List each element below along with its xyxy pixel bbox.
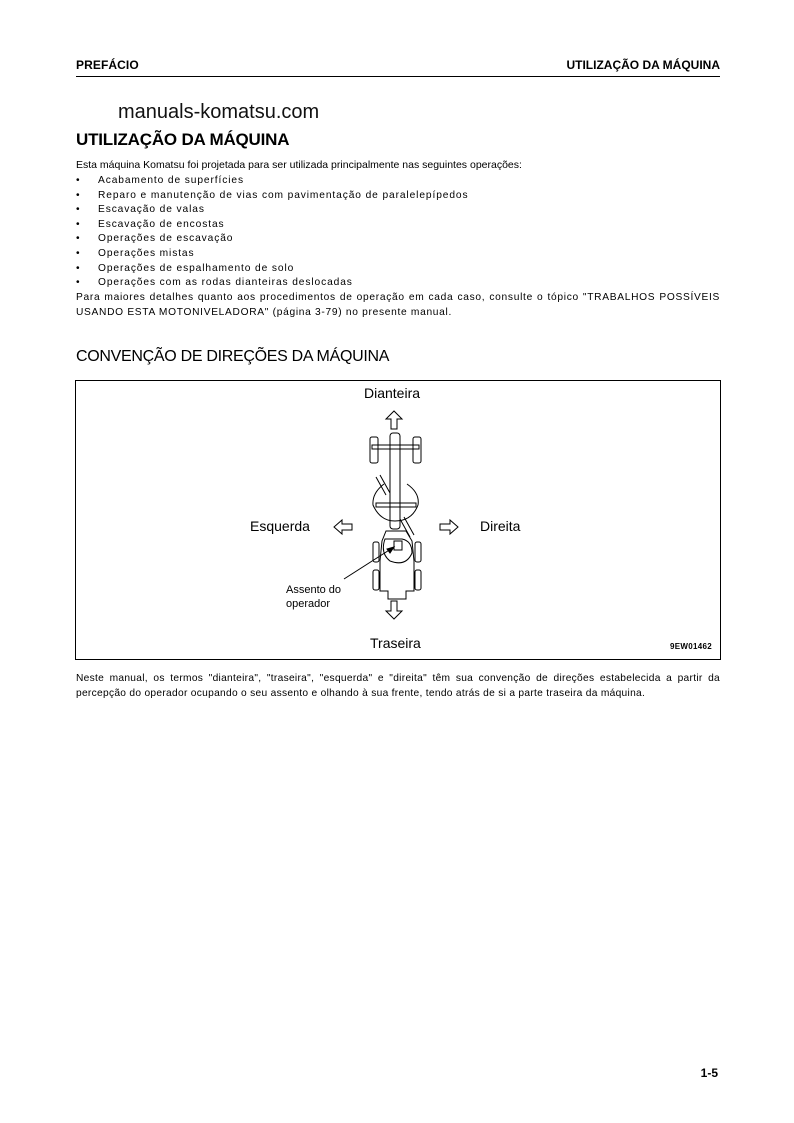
bullet-icon: • [76,189,81,201]
list-item-text: Operações mistas [98,247,195,259]
intro-paragraph: Esta máquina Komatsu foi projetada para ser utilizada principalmente nas seguintes operações: [76,159,522,171]
list-item-text: Escavação de valas [98,204,205,216]
operations-list [76,174,468,291]
list-item [76,262,468,277]
seat-label-line1: Assento do [286,584,342,596]
list-item [76,276,468,291]
header-section-name: PREFÁCIO [76,58,139,72]
label-front: Dianteira [364,385,421,401]
motor-grader-top-view-icon [76,381,720,659]
list-item-text: Operações com as rodas dianteiras deslocadas [98,277,353,289]
direction-diagram [75,380,721,660]
list-item-text: Reparo e manutenção de vias com pavimentação de paralelepípedos [98,189,469,201]
bullet-icon: • [76,247,81,259]
figure-code: 9EW01462 [670,642,712,651]
bullet-icon: • [76,218,81,230]
bullet-icon: • [76,204,81,216]
section-title-usage: UTILIZAÇÃO DA MÁQUINA [76,130,290,149]
list-item [76,203,468,218]
label-operator-seat [286,583,341,611]
bullet-icon: • [76,233,81,245]
list-item [76,247,468,262]
details-paragraph: Para maiores detalhes quanto aos procedimentos de operação em cada caso, consulte o tópico "TRABALHOS POSSÍVEIS USANDO ESTA MOTONIVELADORA" (página 3-79) no presente manual. [76,292,720,318]
label-rear: Traseira [370,635,421,651]
header-topic-name: UTILIZAÇÃO DA MÁQUINA [566,58,720,72]
list-item [76,218,468,233]
bullet-icon: • [76,262,81,274]
bullet-icon: • [76,277,81,289]
label-right: Direita [480,518,521,534]
page-header [76,58,720,77]
list-item [76,189,468,204]
watermark-text: manuals-komatsu.com [118,101,320,123]
list-item-text: Operações de escavação [98,233,234,245]
explanation-paragraph: Neste manual, os termos "dianteira", "traseira", "esquerda" e "direita" têm sua convenção de direções estabelecida a partir da percepção do operador ocupando o seu assento e olhando à sua frente, tendo atrás de si a parte traseira da máquina. [76,673,720,699]
label-left: Esquerda [250,518,310,534]
page-number: 1-5 [700,1066,718,1080]
list-item [76,174,468,189]
section-title-directions: CONVENÇÃO DE DIREÇÕES DA MÁQUINA [76,348,390,365]
list-item-text: Acabamento de superfícies [98,175,244,186]
list-item [76,232,468,247]
list-item-text: Operações de espalhamento de solo [98,262,295,274]
seat-label-line2: operador [286,598,331,610]
bullet-icon: • [76,175,81,186]
list-item-text: Escavação de encostas [98,218,225,230]
